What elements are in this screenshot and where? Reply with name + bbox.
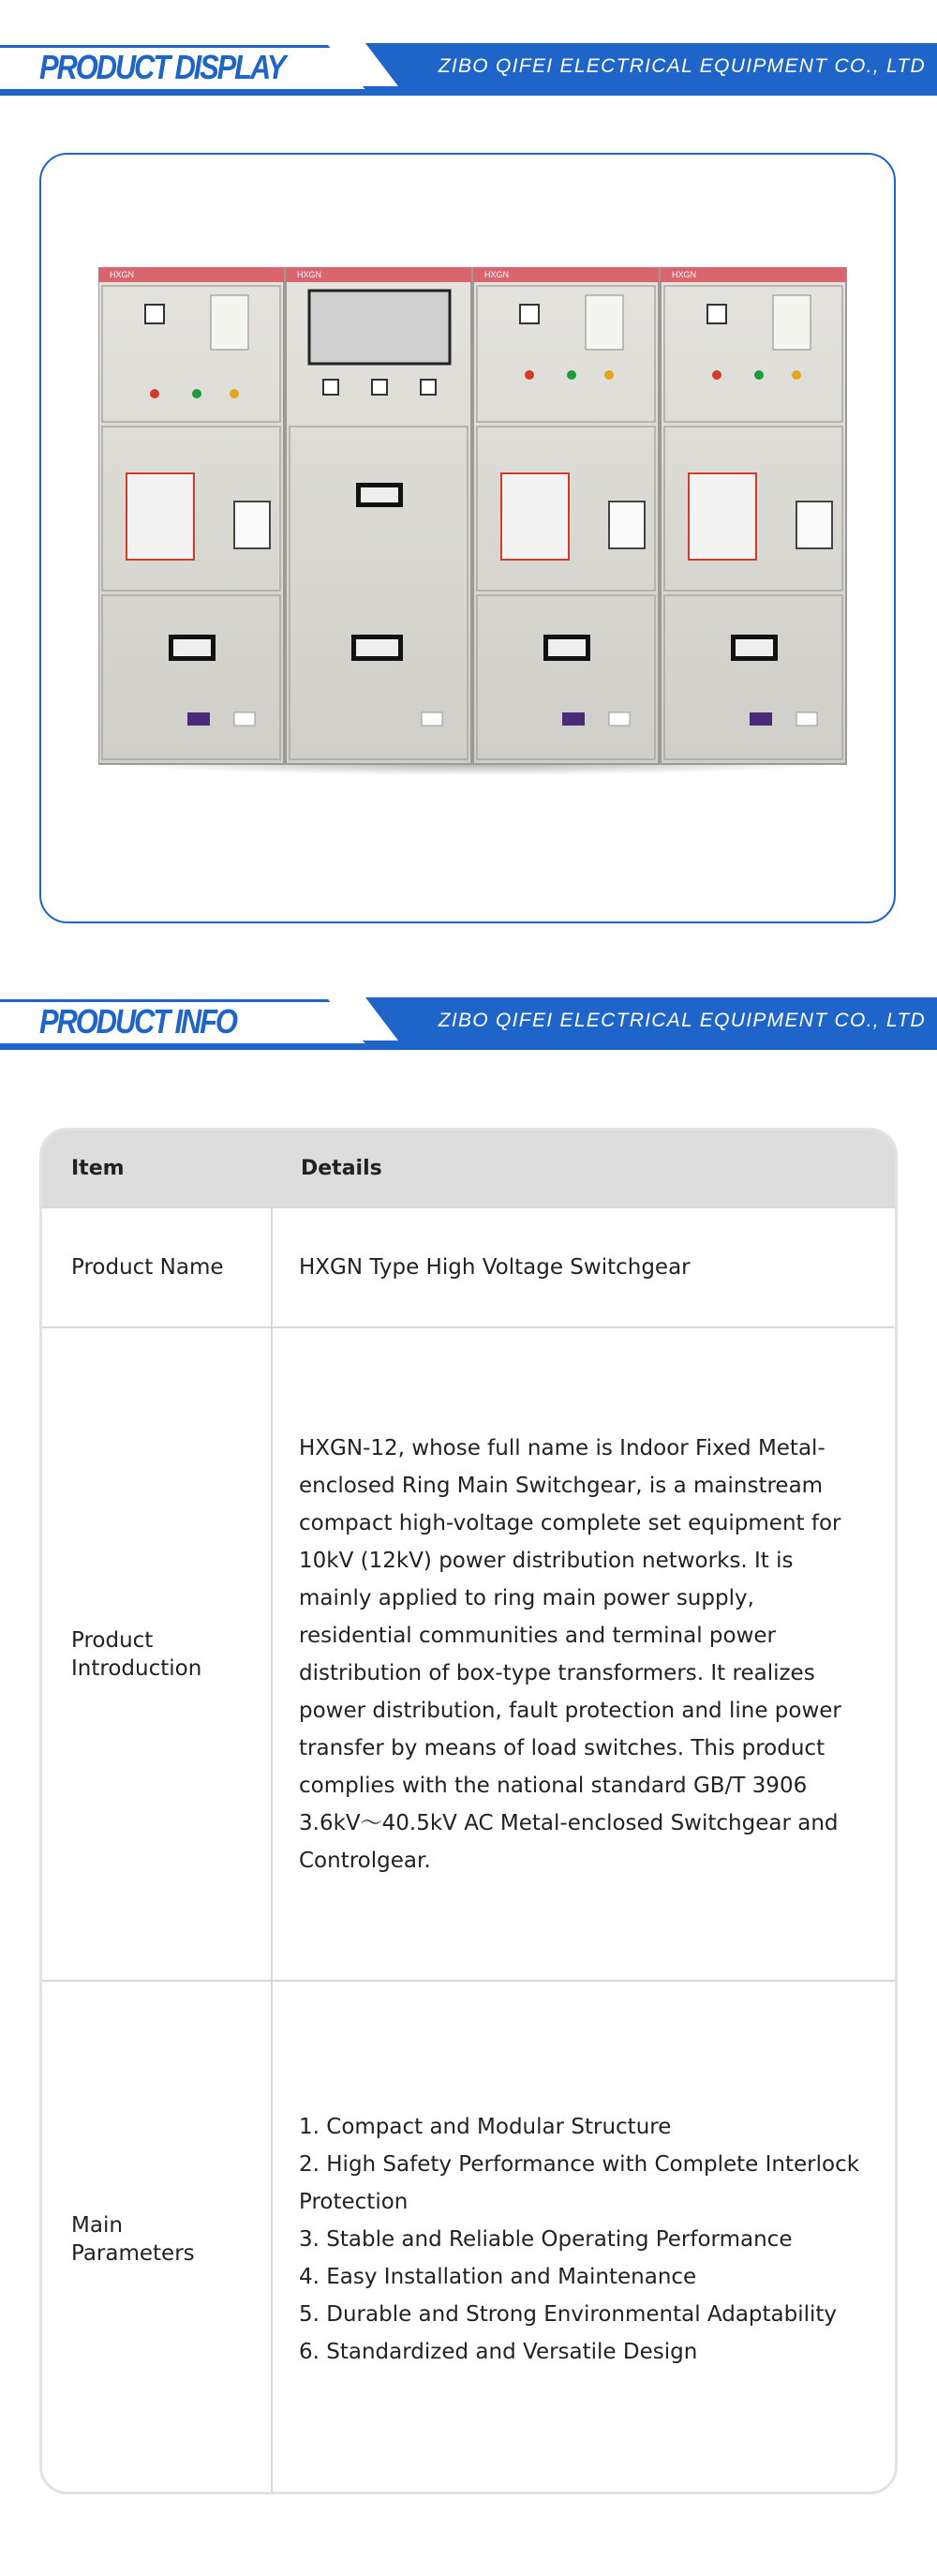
cabinet-1: [98, 267, 284, 764]
product-info-table: [39, 1128, 898, 2494]
table-row: [42, 1981, 895, 2494]
parameter-line: 2. High Safety Performance with Complete Interlock Protection: [299, 2152, 860, 2214]
product-display-banner: [0, 37, 937, 97]
table-header-row: [42, 1131, 895, 1207]
cabinet-row: [98, 267, 846, 764]
row-details-main-parameters: [272, 1981, 895, 2494]
parameter-line: 1. Compact and Modular Structure: [299, 2115, 672, 2139]
table-row: [42, 1207, 895, 1327]
table-row: [42, 1327, 895, 1981]
header-details: Details: [272, 1131, 895, 1207]
row-details-product-name: HXGN Type High Voltage Switchgear: [272, 1207, 895, 1327]
row-item-main-parameters: Main Parameters: [42, 1981, 272, 2494]
panel-label-2: HXGN: [297, 270, 322, 279]
parameter-line: 5. Durable and Strong Environmental Adaptability: [299, 2302, 838, 2327]
cabinet-2: [286, 267, 471, 764]
switchgear-image: [98, 267, 848, 778]
company-name: ZIBO QIFEI ELECTRICAL EQUIPMENT CO., LTD: [438, 1010, 926, 1031]
section-title: PRODUCT DISPLAY: [39, 48, 285, 86]
section-title: PRODUCT INFO: [39, 1002, 236, 1041]
row-details-introduction: HXGN-12, whose full name is Indoor Fixed Metal-enclosed Ring Main Switchgear, is a mainstream compact high-voltage complete set equipment for 10kV (12kV) power distribution networks. It is mainly applied to ring main power supply, residential communities and terminal power distribution of box-type transformers. It realizes power distribution, fault protection and line power transfer by means of load switches. This product complies with the national standard GB/T 3906 3.6kV～40.5kV AC Metal-enclosed Switchgear and Controlgear.: [272, 1327, 895, 1981]
product-info-banner: [0, 992, 937, 1052]
row-item-introduction: Product Introduction: [42, 1327, 272, 1981]
cabinet-3: [473, 267, 659, 764]
header-item: Item: [42, 1131, 272, 1207]
company-name: ZIBO QIFEI ELECTRICAL EQUIPMENT CO., LTD: [438, 55, 926, 77]
panel-label-1: HXGN: [110, 270, 135, 279]
panel-label-4: HXGN: [672, 270, 697, 279]
parameter-line: 3. Stable and Reliable Operating Performance: [299, 2227, 793, 2252]
panel-label-3: HXGN: [484, 270, 510, 279]
cabinet-4: [661, 267, 846, 764]
parameter-line: 6. Standardized and Versatile Design: [299, 2340, 698, 2364]
row-item-product-name: Product Name: [42, 1207, 272, 1327]
parameter-line: 4. Easy Installation and Maintenance: [299, 2265, 697, 2289]
